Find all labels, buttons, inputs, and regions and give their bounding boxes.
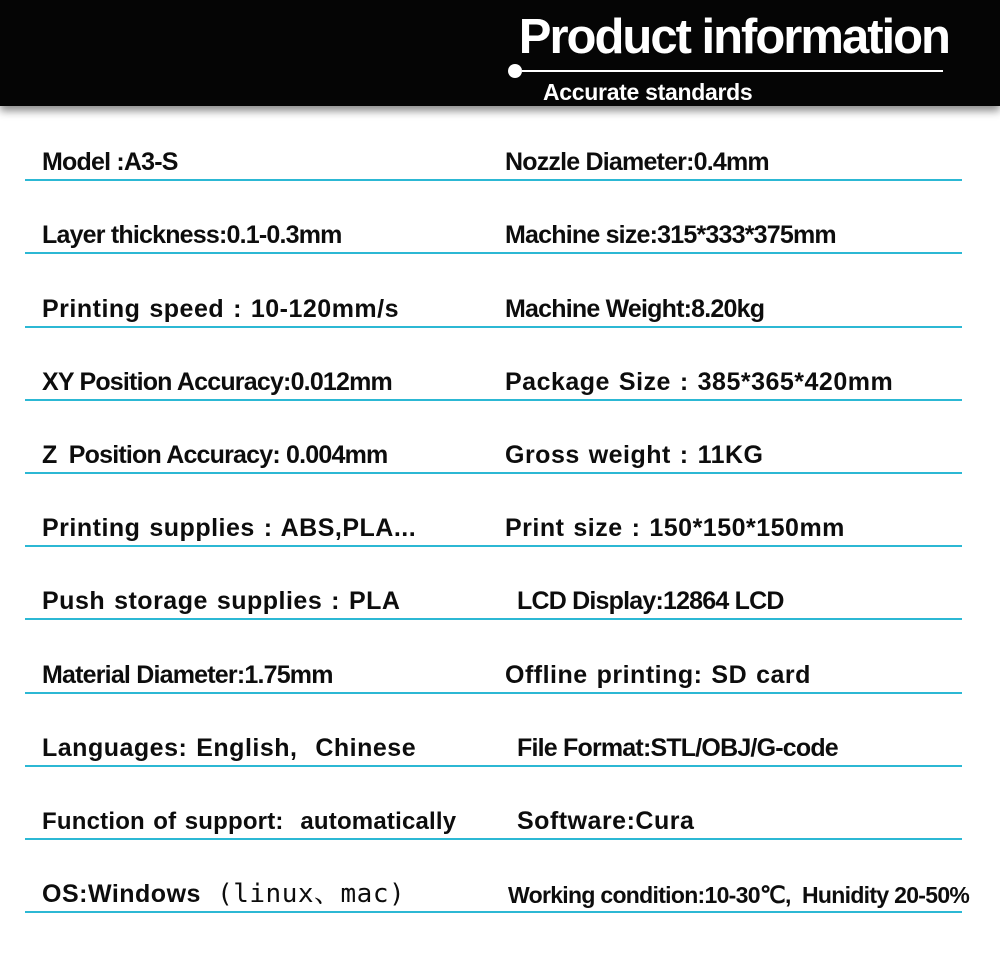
os-label: OS:Windows: [42, 880, 201, 909]
spec-right-lcd-display: LCD Display:12864 LCD: [517, 587, 784, 616]
spec-row-languages: [25, 694, 962, 767]
spec-left-printing-supplies: Printing supplies : ABS,PLA...: [42, 514, 417, 543]
page-subtitle: Accurate standards: [543, 79, 753, 105]
spec-row-z-accuracy: [25, 401, 962, 474]
spec-left-push-storage: Push storage supplies : PLA: [42, 587, 401, 616]
spec-row-printing-speed: [25, 254, 962, 327]
page-title: Product information: [518, 10, 949, 64]
spec-table: [25, 108, 970, 913]
spec-right-package-size: Package Size : 385*365*420mm: [505, 367, 894, 396]
spec-left-material-diameter: Material Diameter:1.75mm: [42, 660, 333, 689]
spec-left-support-function: Function of support: automatically: [42, 807, 457, 835]
spec-right-file-format: File Format:STL/OBJ/G-code: [517, 733, 838, 762]
bullet-dot-icon: [508, 64, 522, 78]
spec-left-model: Model :A3-S: [42, 148, 178, 177]
spec-left-xy-accuracy: XY Position Accuracy:0.012mm: [42, 367, 392, 396]
spec-right-software: Software:Cura: [517, 806, 695, 835]
spec-left-z-accuracy: Z Position Accuracy: 0.004mm: [42, 440, 388, 469]
spec-row-support-function: [25, 767, 962, 840]
spec-right-working-condition: Working condition:10-30℃, Hunidity 20-50%: [508, 882, 970, 909]
spec-row-material-diameter: [25, 620, 962, 693]
spec-right-machine-size: Machine size:315*333*375mm: [505, 221, 836, 250]
spec-left-languages: Languages: English, Chinese: [42, 733, 417, 762]
spec-right-nozzle: Nozzle Diameter:0.4mm: [505, 148, 769, 177]
spec-left-printing-speed: Printing speed : 10-120mm/s: [42, 294, 400, 323]
spec-row-push-storage: [25, 547, 962, 620]
spec-left-os: [42, 879, 406, 910]
spec-right-machine-weight: Machine Weight:8.20kg: [505, 294, 765, 323]
spec-row-layer-thickness: [25, 181, 962, 254]
spec-right-print-size: Print size : 150*150*150mm: [505, 514, 845, 543]
os-note: (linux、mac): [200, 879, 406, 910]
spec-row-model: [25, 108, 962, 181]
spec-right-gross-weight: Gross weight : 11KG: [505, 440, 764, 469]
spec-right-offline-printing: Offline printing: SD card: [505, 660, 811, 689]
spec-row-xy-accuracy: [25, 328, 962, 401]
title-underline: [522, 70, 943, 72]
product-info-banner: [0, 0, 1000, 106]
spec-row-printing-supplies: [25, 474, 962, 547]
spec-left-layer-thickness: Layer thickness:0.1-0.3mm: [42, 221, 342, 250]
spec-row-os: [25, 840, 970, 913]
